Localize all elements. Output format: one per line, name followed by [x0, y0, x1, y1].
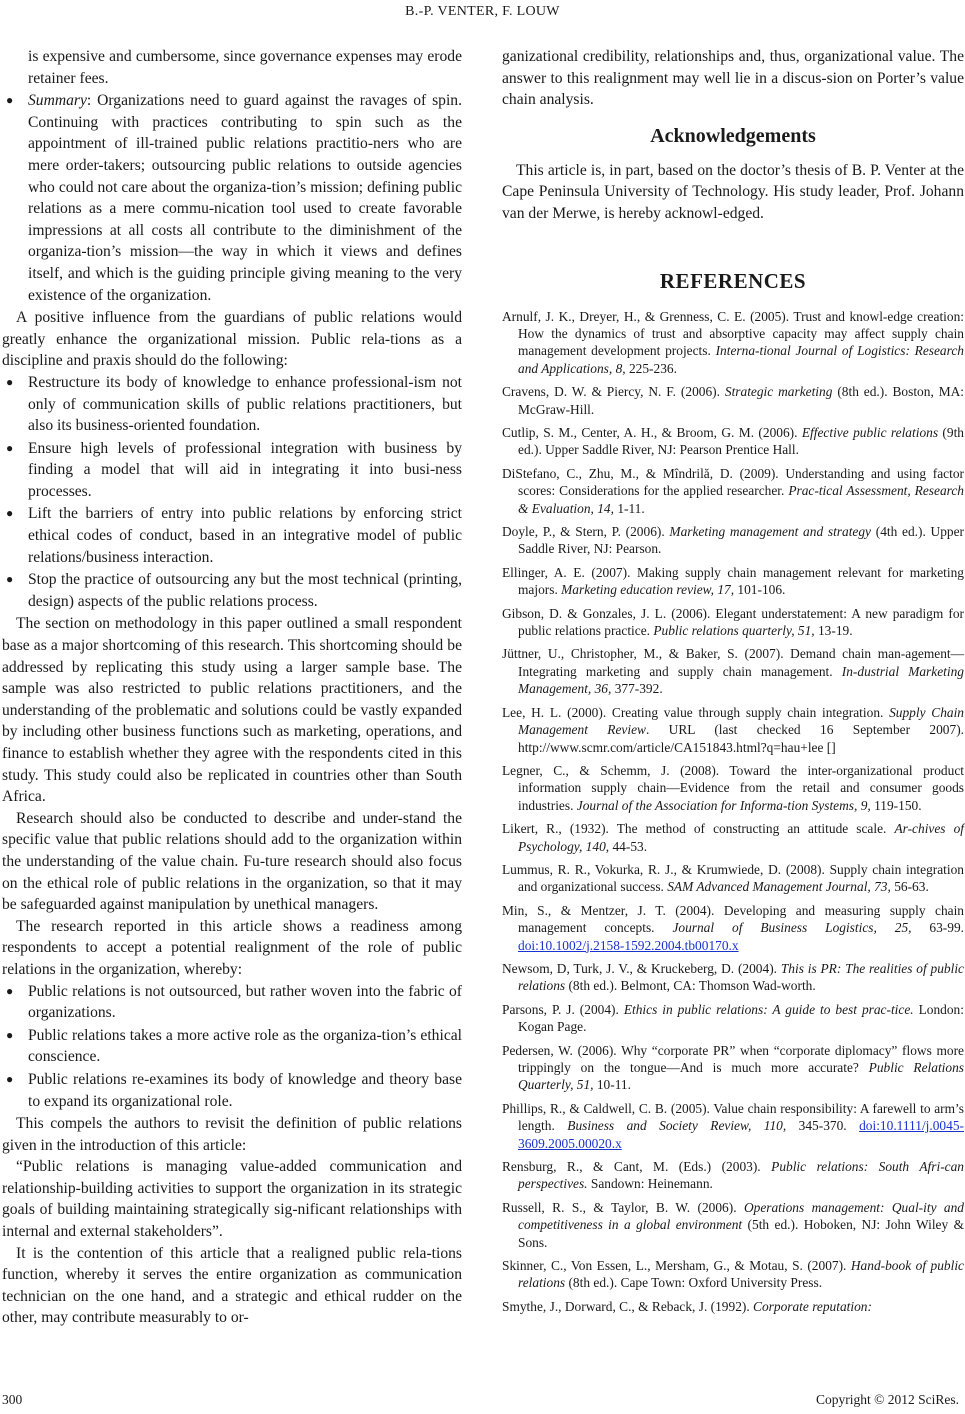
reference-item: Doyle, P., & Stern, P. (2006). Marketing management and strategy (4th ed.). Upper Saddle River, NJ: Pearson.	[502, 524, 964, 557]
bullet-list-top	[2, 46, 462, 306]
bullet-icon: ●	[6, 1027, 14, 1042]
reference-item: Arnulf, J. K., Dreyer, H., & Grenness, C. E. (2005). Trust and knowl-edge creation: How the dynamics of trust and absorptive capacity may affect supply chain management development projects. Interna-tional Journal of Logistics: Research and Applications, 8, 225-236.	[502, 308, 964, 376]
reference-item: Newsom, D, Turk, J. V., & Kruckeberg, D. (2004). This is PR: The realities of public relations (8th ed.). Belmont, CA: Thomson Wad-worth.	[502, 960, 964, 994]
paragraph: This compels the authors to revisit the definition of public relations given in the introduction of this article:	[2, 1115, 462, 1154]
paragraph: ganizational credibility, relationships and, thus, organizational value. The answer to this realignment may well lie in a discus-sion on Porter’s value chain analysis.	[502, 48, 964, 109]
list-item: ● Public relations takes a more active role as the organiza-tion’s ethical conscience.	[6, 1026, 462, 1066]
list-item: ● Public relations re-examines its body of knowledge and theory base to expand its organizational role.	[6, 1070, 462, 1110]
bullet-icon: ●	[6, 506, 14, 521]
acknowledgements-text: This article is, in part, based on the doctor’s thesis of B. P. Venter at the Cape Peninsula University of Technology. His study leader, Prof. Johann van der Merwe, is hereby acknowl-edged.	[502, 161, 964, 222]
reference-item: Cravens, D. W. & Piercy, N. F. (2006). Strategic marketing (8th ed.). Boston, MA: McGraw-Hill.	[502, 384, 964, 417]
list-item: ● Public relations is not outsourced, but rather woven into the fabric of organizations.	[6, 982, 462, 1022]
reference-item: Legner, C., & Schemm, J. (2008). Toward the inter-organizational product information supply chain—Evidence from the retail and consumer goods industries. Journal of the Association for Informa-tion Systems, 9, 119-150.	[502, 762, 964, 813]
doi-link[interactable]: doi:10.1111/j.0045-3609.2005.00020.x	[518, 1118, 964, 1151]
running-header: B.-P. VENTER, F. LOUW	[405, 4, 560, 19]
summary-text: : Organizations need to guard against the ravages of spin. Continuing with practices contributing to spin such as the appointment of ill-trained public relations practitio-ners who are mere order-takers; outsourcing public relations to outside agencies who could not care about the organiza-tion’s mission; defining public relations as a mere commu-nication tool used to create favorable impressions at all costs all contribute to the diminishment of the organiza-tion’s mission—the way in which it views and defines itself, and which is the guiding principle giving meaning to the very existence of the organization.	[28, 92, 462, 304]
summary-label: Summary	[28, 92, 87, 110]
bullet-summary	[2, 90, 462, 306]
paragraph: A positive influence from the guardians of public relations would greatly enhance the organizational mission. Public rela-tions as a discipline and praxis should do the following:	[2, 309, 462, 370]
reference-item: Min, S., & Mentzer, J. T. (2004). Developing and measuring supply chain management concepts. Journal of Business Logistics, 25, 63-99. doi:10.1002/j.2158-1592.2004.tb00170.x	[502, 902, 965, 953]
bullet-icon: ●	[6, 374, 14, 389]
reference-item: Parsons, P. J. (2004). Ethics in public relations: A guide to best prac-tice. London: Kogan Page.	[502, 1001, 964, 1035]
page-number: 300	[2, 1392, 23, 1407]
paragraph: Research should also be conducted to describe and under-stand the specific value that public relations should add to the organization within the understanding of the value chain. Fu-ture research should also focus on the ethical role of public relations in the organization, so that it may be safeguarded against manipulation by unethical managers.	[2, 809, 462, 914]
reference-item: Lummus, R. R., Vokurka, R. J., & Krumwiede, D. (2008). Supply chain integration and organizational success. SAM Advanced Management Journal, 73, 56-63.	[502, 861, 964, 895]
list-item: ● Lift the barriers of entry into public relations by enforcing strict ethical codes of conduct, based in an integrative model of public relations/business interaction.	[6, 505, 462, 566]
bullet-continuation: is expensive and cumbersome, since governance expenses may erode retainer fees.	[28, 48, 462, 87]
reference-item: Cutlip, S. M., Center, A. H., & Broom, G. M. (2006). Effective public relations (9th ed.). Upper Saddle River, NJ: Pearson Prentice Hall.	[502, 425, 964, 458]
bullet-icon: ●	[6, 1071, 14, 1086]
reference-item: DiStefano, C., Zhu, M., & Mîndrilă, D. (2009). Understanding and using factor scores: Considerations for the applied researcher. Prac-tical Assessment, Research & Evaluation, 14, 1-11.	[502, 465, 964, 516]
paragraph: The research reported in this article shows a readiness among respondents to accept a potential realignment of the role of public relations in the organization, whereby:	[2, 917, 462, 978]
doi-link[interactable]: doi:10.1002/j.2158-1592.2004.tb00170.x	[518, 937, 739, 953]
paragraph: “Public relations is managing value-added communication and relationship-building activities to support the organization in its strategic goals of building maintaining strategically sig-nificant relationships with internal and external stakeholders”.	[2, 1158, 462, 1241]
list-item: ● Stop the practice of outsourcing any but the most technical (printing, design) aspects of the public relations process.	[6, 571, 462, 610]
bullet-list	[2, 981, 462, 1113]
reference-list	[502, 308, 964, 1316]
reference-item: Likert, R., (1932). The method of constructing an attitude scale. Ar-chives of Psychology, 140, 44-53.	[502, 821, 964, 854]
reference-item: Phillips, R., & Caldwell, C. B. (2005). Value chain responsibility: A farewell to arm’s length. Business and Society Review, 110, 345-370. doi:10.1111/j.0045-3609.2005.00020.x	[502, 1100, 964, 1151]
copyright: Copyright © 2012 SciRes.	[815, 1392, 959, 1407]
reference-item: Gibson, D. & Gonzales, J. L. (2006). Elegant understatement: A new paradigm for public relations practice. Public relations quarterly, 51, 13-19.	[502, 605, 964, 639]
bullet-icon: ●	[6, 93, 14, 108]
reference-item: Smythe, J., Dorward, C., & Reback, J. (1992). Corporate reputation:	[502, 1298, 872, 1314]
bullet-icon: ●	[6, 983, 14, 998]
reference-item: Jüttner, U., Christopher, M., & Baker, S. (2007). Demand chain man-agement—Integrating marketing and supply chain management. In-dustrial Marketing Management, 36, 377-392.	[502, 646, 964, 697]
list-item: ● Restructure its body of knowledge to enhance professional-ism not only of communication skills of public relations practitioners, but also its business-oriented foundation.	[6, 373, 462, 435]
reference-item: Ellinger, A. E. (2007). Making supply chain management relevant for marketing majors. Marketing education review, 17, 101-106.	[502, 564, 964, 598]
bullet-icon: ●	[6, 440, 14, 455]
reference-item: Skinner, C., Von Essen, L., Mersham, G., & Motau, S. (2007). Hand-book of public relations (8th ed.). Cape Town: Oxford University Press.	[502, 1258, 965, 1291]
list-item: ● Ensure high levels of professional integration with business by finding a model that will aid in integrating it into busi-ness processes.	[6, 439, 462, 500]
bullet-list	[2, 372, 462, 613]
left-column	[2, 46, 462, 1329]
paragraph: The section on methodology in this paper outlined a small respondent base as a major shortcoming of this research. This shortcoming should be addressed by replicating this study using a larger sample base. The sample was also restricted to public relations practitioners, and the understanding of the problematic and solutions could be vastly expanded by including other business functions such as marketing, operations, and finance to establish whether they agree with the respondents cited in this study. This study could also be replicated in countries other than South Africa.	[2, 615, 462, 806]
right-column	[502, 46, 964, 1321]
reference-item: Rensburg, R., & Cant, M. (Eds.) (2003). Public relations: South Afri-can perspectives. Sandown: Heinemann.	[502, 1159, 964, 1192]
bullet-icon: ●	[6, 572, 14, 587]
reference-item: Russell, R. S., & Taylor, B. W. (2006). Operations management: Qual-ity and competitiveness in a global environment (5th ed.). Hoboken, NJ: John Wiley & Sons.	[502, 1199, 965, 1250]
acknowledgements-heading: Acknowledgements	[650, 124, 816, 147]
references-heading: REFERENCES	[659, 268, 807, 293]
paragraph: It is the contention of this article that a realigned public rela-tions function, whereby it serves the entire organization as communication technician on the one hand, and a strategic and ethical rudder on the other, may contribute measurably to or-	[2, 1244, 462, 1327]
reference-item: Pedersen, W. (2006). Why “corporate PR” when “corporate diplomacy” flows more trippingly on the tongue—And is much more accurate? Public Relations Quarterly, 51, 10-11.	[502, 1042, 964, 1093]
reference-item: Lee, H. L. (2000). Creating value through supply chain integration. Supply Chain Management Review. URL (last checked 16 September 2007). http://www.scmr.com/article/CA151843.html?q=hau+lee []	[502, 704, 965, 755]
